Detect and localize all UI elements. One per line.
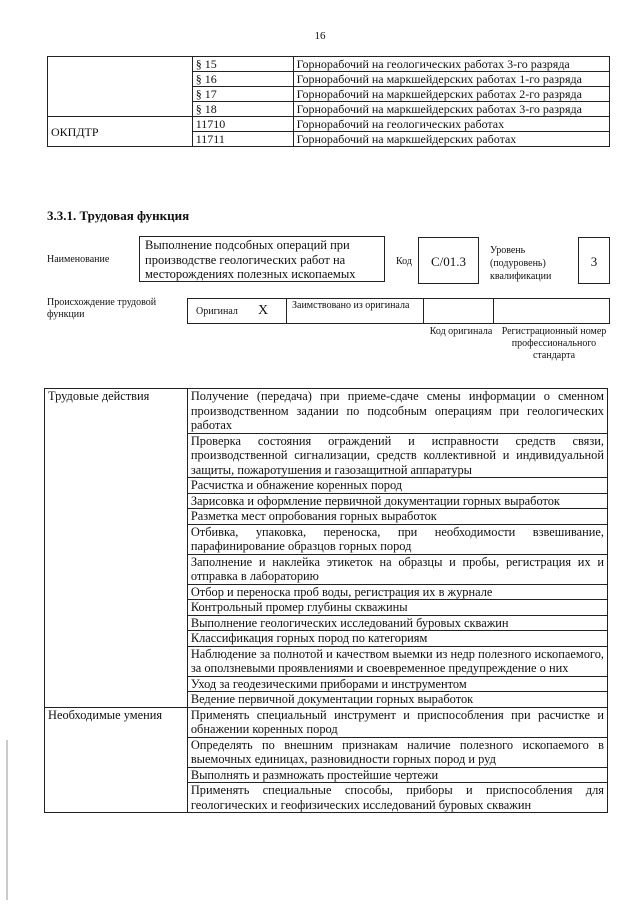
borrowed-label: Заимствовано из оригинала: [292, 300, 410, 311]
okpdtr-code: 11710: [192, 117, 293, 132]
skills-label: Необходимые умения: [45, 707, 188, 813]
function-name: Выполнение подсобных операций при производстве геологических работ на месторождениях полезных ископаемых: [139, 236, 385, 282]
okpdtr-name: Горнорабочий на маркшейдерских работах: [293, 132, 609, 147]
labor-action: Отбор и переноска проб воды, регистрация их в журнале: [187, 584, 607, 600]
scan-edge: [6, 740, 8, 900]
qualification-table: [47, 56, 610, 147]
divider: [423, 299, 424, 323]
labor-action: Расчистка и обнажение коренных пород: [187, 478, 607, 494]
labor-action: Классификация горных пород по категориям: [187, 631, 607, 647]
labor-action: Выполнение геологических исследований буровых скважин: [187, 615, 607, 631]
etks-code: § 16: [192, 72, 293, 87]
reg-number-caption: Регистрационный номер профессионального стандарта: [501, 326, 607, 361]
level-value: 3: [578, 237, 610, 284]
labor-action: Заполнение и наклейка этикеток на образцы и пробы, регистрация их и отправка в лабораторию: [187, 554, 607, 584]
function-code: C/01.3: [418, 237, 479, 284]
okpdtr-label: ОКПДТР: [48, 117, 193, 147]
divider: [286, 299, 287, 323]
page-number: 16: [314, 30, 326, 42]
labor-action: Получение (передача) при приеме-сдаче смены информации о сменном производственном задании по подсобным операциям при геологических работах: [187, 389, 607, 434]
empty-cell: [48, 57, 193, 117]
etks-code: § 18: [192, 102, 293, 117]
actions-label: Трудовые действия: [45, 389, 188, 708]
level-label: Уровень (подуровень) квалификации: [490, 245, 552, 282]
etks-code: § 15: [192, 57, 293, 72]
table-row: [48, 117, 610, 132]
skill-item: Применять специальный инструмент и приспособления при расчистке и обнажении коренных пород: [187, 707, 607, 737]
labor-action: Проверка состояния ограждений и исправности средств связи, производственной сигнализации, средств коллективной и индивидуальной защиты, пожаротушения и газозащитной аппаратуры: [187, 433, 607, 478]
labor-actions-table: [44, 388, 608, 813]
code-label: Код: [396, 256, 412, 267]
origin-row: [187, 298, 610, 324]
labor-action: Разметка мест опробования горных выработок: [187, 509, 607, 525]
okpdtr-name: Горнорабочий на геологических работах: [293, 117, 609, 132]
divider: [493, 299, 494, 323]
table-row: [48, 57, 610, 72]
labor-action: Зарисовка и оформление первичной документации горных выработок: [187, 493, 607, 509]
labor-action: Контрольный промер глубины скважины: [187, 600, 607, 616]
etks-code: § 17: [192, 87, 293, 102]
labor-action: Уход за геодезическими приборами и инструментом: [187, 676, 607, 692]
skill-item: Определять по внешним признакам наличие полезного ископаемого в выемочных единицах, разновидности горных пород и руд: [187, 737, 607, 767]
labor-action: Наблюдение за полнотой и качеством выемки из недр полезного ископаемого, за оползневыми проявлениями и своевременное предупреждение о них: [187, 646, 607, 676]
origin-label: Происхождение трудовой функции: [47, 297, 157, 320]
table-row: [45, 389, 608, 434]
name-label: Наименование: [47, 254, 110, 265]
code-original-caption: Код оригинала: [429, 326, 493, 337]
table-row: [45, 707, 608, 737]
original-mark: X: [258, 303, 269, 318]
skill-item: Применять специальные способы, приборы и приспособления для геологических и геофизических исследований буровых скважин: [187, 783, 607, 813]
etks-name: Горнорабочий на маркшейдерских работах 3-го разряда: [293, 102, 609, 117]
etks-name: Горнорабочий на маркшейдерских работах 1-го разряда: [293, 72, 609, 87]
skill-item: Выполнять и размножать простейшие чертежи: [187, 767, 607, 783]
etks-name: Горнорабочий на маркшейдерских работах 2-го разряда: [293, 87, 609, 102]
okpdtr-code: 11711: [192, 132, 293, 147]
original-label: Оригинал: [196, 306, 238, 317]
labor-action: Ведение первичной документации горных выработок: [187, 692, 607, 708]
labor-action: Отбивка, упаковка, переноска, при необходимости взвешивание, парафинирование образцов горных пород: [187, 524, 607, 554]
etks-name: Горнорабочий на геологических работах 3-го разряда: [293, 57, 609, 72]
section-title: 3.3.1. Трудовая функция: [47, 208, 190, 223]
